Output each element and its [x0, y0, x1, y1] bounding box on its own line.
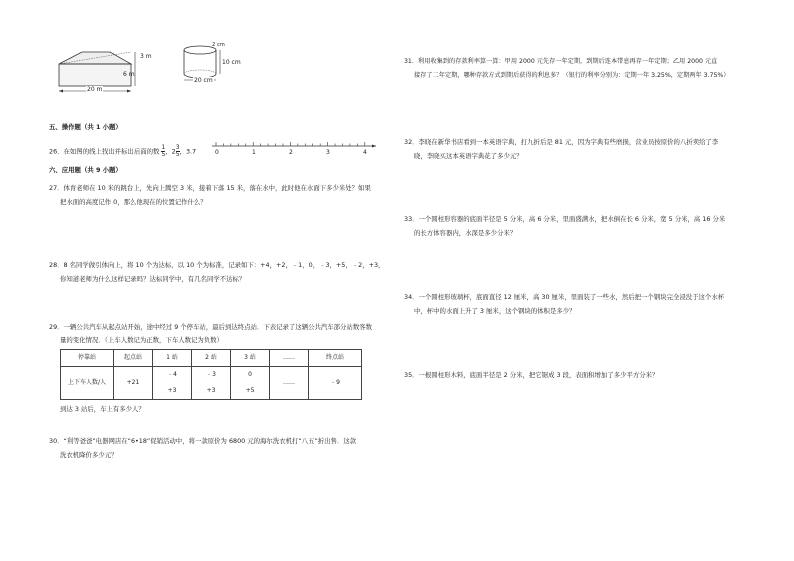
tick-label-0: 0 — [215, 149, 219, 156]
table-header: 起点站 — [114, 350, 153, 367]
tick-label-2: 2 — [289, 149, 293, 156]
q26-fraction: $\frac{1}{5}$ — [161, 144, 166, 158]
q29-line2: 量的变化情况．（上车人数记为正数，下车人数记为负数） — [60, 336, 223, 344]
tick-label-1: 1 — [252, 149, 256, 156]
q32-line1: 32．李晓在新华书店看到一本英语字典，打九折后是 81 元，因为字典有些磨损，营业员按原价的八折卖给了李 — [404, 138, 719, 146]
q29-after-question: 到达 3 站后，车上有多少人？ — [60, 405, 145, 413]
prism-height-label: 6 m — [123, 71, 135, 78]
q27-line1: 27．体育老师在 10 米的跳台上，先向上腾空 3 米，接着下落 15 米，落在水中，此时他在水面下多少米处？如果 — [49, 184, 371, 192]
prism-width-label: 20 m — [87, 86, 103, 93]
table-header-row — [61, 350, 362, 367]
q33-line1: 33．一个圆柱形容器的底面半径是 5 分米，高 6 分米，里面盛满水，把水倒在长 6 分米，宽 5 分米，高 16 分米 — [404, 215, 726, 223]
q30-line1: 30．“利等爸爸”电器网店在“6•18”促销活动中，将一款原价为 6800 元的海尔洗衣机打“八五”折出售．这款 — [49, 437, 357, 445]
q31-line2: 接存了二年定期，哪种存款方式到期后获得的利息多？（银行的利率分别为：定期一年 3.25%，定期两年 3.75%） — [414, 72, 730, 79]
section-5-title: 五、操作题（共 1 小题） — [49, 123, 122, 131]
table-cell: 0 — [231, 367, 270, 384]
table-cell: ﹣9 — [309, 367, 362, 400]
table-row-label: 上下车人数/人 — [61, 367, 114, 400]
q31-line1: 31．利用收集到的存款利率算一算：甲用 2000 元先存一年定期，到期后连本带息再存一年定期；乙用 2000 元直 — [404, 58, 718, 65]
prism-height-top-label: 3 m — [140, 53, 152, 60]
number-line — [210, 140, 380, 152]
table-row — [61, 367, 362, 384]
q30-line2: 洗衣机降价多少元？ — [60, 451, 118, 459]
q28-line2: 你知道老师为什么这样记录吗？达标同学中，有几名同学不达标？ — [60, 275, 246, 283]
table-cell: ﹣3 — [192, 367, 231, 384]
section-6-title: 六、应用题（共 9 小题） — [49, 166, 122, 174]
q26-text: 26．在如图的线上找出并标出后面的数 $\frac{1}{5}$ ，2 $\frac{3}{5}$ ，3.7 — [49, 144, 197, 158]
cylinder-height-label: 10 cm — [222, 59, 241, 66]
q29-line1: 29．一辆公共汽车从起点站开始，途中经过 9 个停车站，最后到达终点站．下表记录了这辆公共汽车部分站数客数 — [49, 323, 373, 331]
q34-line2: 中，杯中的水面上升了 3 厘米，这个钢块的体积是多少？ — [414, 307, 576, 315]
table-header: 2 站 — [192, 350, 231, 367]
q28-line1: 28．8 名同学做引体向上，将 10 个为达标，以 10 个为标准，记录如下：+4，+2，﹣1，0，﹣3，+5，﹣2，+3， — [49, 261, 385, 269]
table-header: 3 站 — [231, 350, 270, 367]
table-cell: …… — [270, 367, 309, 400]
cylinder-diameter-label: 20 cm — [194, 77, 213, 84]
table-cell: +3 — [192, 383, 231, 400]
q34-line1: 34．一个圆柱形玻璃杯，底面直径 12 厘米，高 30 厘米，里面装了一些水，然后把一个钢块完全浸没于这个水杯 — [404, 293, 725, 301]
cylinder-top-label: 2 cm — [212, 42, 225, 48]
tick-label-4: 4 — [363, 149, 367, 156]
table-cell: +5 — [231, 383, 270, 400]
q27-line2: 把水面的高度记作 0，那么他现在的位置记作什么？ — [60, 198, 207, 206]
q32-line2: 晓，李晓买这本英语字典花了多少元？ — [414, 152, 523, 160]
table-header: 停靠站 — [61, 350, 114, 367]
table-cell: +21 — [114, 367, 153, 400]
bus-passenger-table — [60, 349, 362, 400]
table-header: …… — [270, 350, 309, 367]
table-header: 终点站 — [309, 350, 362, 367]
table-header: 1 站 — [153, 350, 192, 367]
q33-line2: 的长方体容器内，水深是多少分米？ — [414, 229, 517, 237]
tick-label-3: 3 — [326, 149, 330, 156]
q35-line1: 35．一根圆柱形木料，底面半径是 2 分米，把它锯成 3 段，表面积增加了多少平方分米？ — [404, 371, 659, 379]
q26-mixed-fraction: $\frac{3}{5}$ — [175, 144, 180, 158]
table-cell: ﹣4 — [153, 367, 192, 384]
table-cell: +3 — [153, 383, 192, 400]
